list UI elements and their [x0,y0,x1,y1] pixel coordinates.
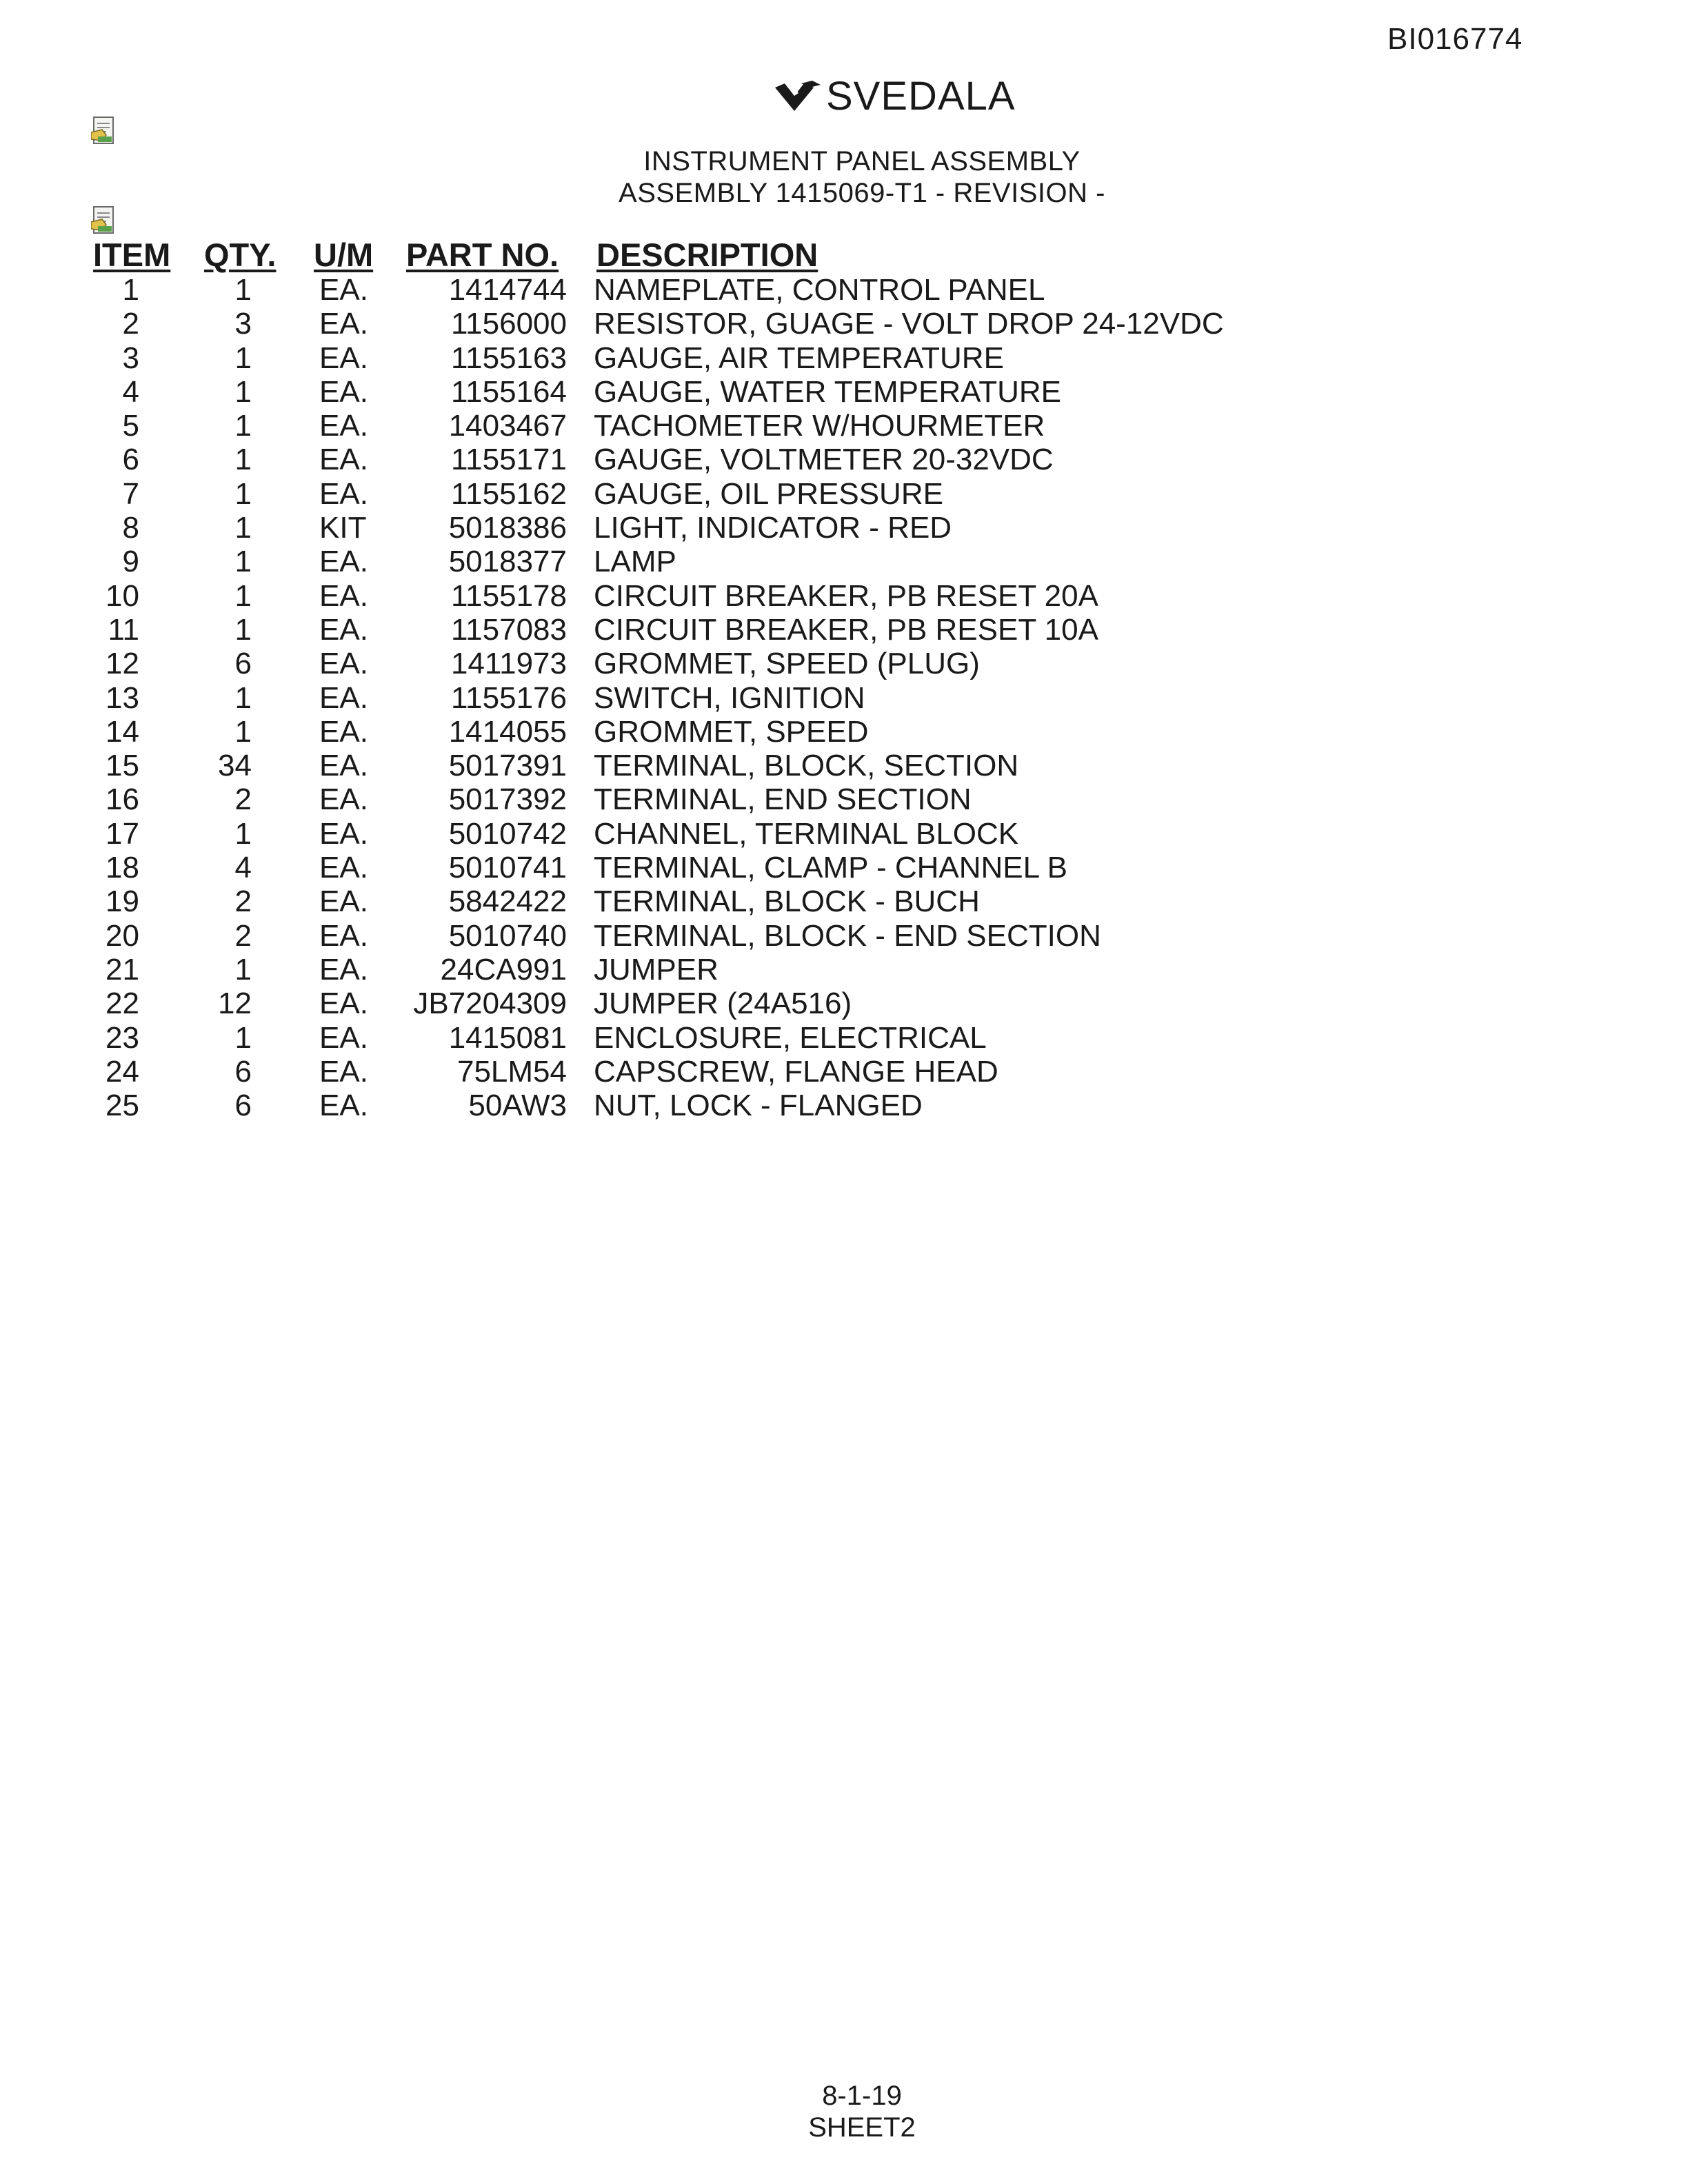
item-description: GAUGE, VOLTMETER 20-32VDC [594,443,1054,477]
header-description: DESCRIPTION [596,236,818,273]
logo-text: SVEDALA [826,74,1016,119]
item-um: EA. [319,816,368,851]
item-um: EA. [319,714,368,749]
item-qty: 1 [234,409,252,443]
item-description: CIRCUIT BREAKER, PB RESET 20A [594,578,1098,613]
item-description: TERMINAL, BLOCK - END SECTION [594,918,1101,953]
item-um: EA. [319,680,368,715]
item-number: 4 [122,374,139,409]
table-row [0,375,1688,409]
item-um: EA. [319,851,368,885]
item-part-no: 1156000 [450,307,567,341]
item-part-no: 1157083 [450,612,567,647]
item-qty: 12 [218,987,252,1021]
item-number: 5 [122,409,139,443]
item-number: 14 [106,714,139,749]
item-number: 24 [106,1054,139,1089]
item-number: 8 [122,511,139,545]
table-row [0,749,1688,782]
item-um: EA. [319,612,368,647]
header-qty: QTY. [204,236,277,273]
item-qty: 2 [234,884,252,919]
item-description: CAPSCREW, FLANGE HEAD [594,1054,998,1089]
assembly-title: INSTRUMENT PANEL ASSEMBLY [643,146,1081,176]
item-part-no: 5010741 [448,851,567,885]
item-part-no: 75LM54 [456,1054,567,1089]
item-part-no: 50AW3 [468,1089,567,1123]
item-qty: 1 [234,612,252,647]
item-qty: 6 [234,1089,252,1123]
item-qty: 6 [234,1054,252,1089]
item-description: NAMEPLATE, CONTROL PANEL [594,273,1045,307]
item-qty: 1 [234,816,252,851]
item-number: 16 [106,782,139,817]
item-part-no: 5018377 [448,545,567,579]
table-row [0,545,1688,578]
item-um: EA. [319,918,368,953]
item-qty: 1 [234,578,252,613]
item-qty: 6 [234,647,252,681]
item-qty: 1 [234,374,252,409]
item-description: SWITCH, IGNITION [594,680,865,715]
item-qty: 2 [234,782,252,817]
item-description: CIRCUIT BREAKER, PB RESET 10A [594,612,1098,647]
item-um: EA. [319,987,368,1021]
item-number: 25 [106,1089,139,1123]
footer-sheet: SHEET2 [808,2112,916,2143]
item-um: EA. [319,1020,368,1055]
item-part-no: 24CA991 [440,952,567,987]
table-row [0,919,1688,953]
assembly-subtitle: ASSEMBLY 1415069-T1 - REVISION - [619,178,1105,208]
svedala-logo [774,76,1016,117]
item-part-no: JB7204309 [413,987,567,1021]
item-description: GROMMET, SPEED [594,714,869,749]
item-um: EA. [319,1054,368,1089]
parts-list [0,273,1688,1122]
table-row [0,884,1688,918]
item-number: 10 [106,578,139,613]
item-description: GAUGE, AIR TEMPERATURE [594,341,1004,375]
document-icon[interactable] [91,116,117,146]
item-qty: 1 [234,545,252,579]
item-qty: 34 [218,749,252,783]
item-qty: 1 [234,273,252,307]
item-qty: 2 [234,918,252,953]
item-um: EA. [319,578,368,613]
item-description: GROMMET, SPEED (PLUG) [594,647,980,681]
table-row [0,715,1688,749]
table-row [0,579,1688,613]
item-number: 20 [106,918,139,953]
table-row [0,647,1688,680]
item-part-no: 1414055 [448,714,567,749]
item-part-no: 1403467 [448,409,567,443]
item-um: EA. [319,307,368,341]
item-um: EA. [319,273,368,307]
item-description: JUMPER [594,952,719,987]
item-um: EA. [319,647,368,681]
item-part-no: 5017392 [448,782,567,817]
item-description: LAMP [594,545,676,579]
item-number: 21 [106,952,139,987]
item-description: GAUGE, OIL PRESSURE [594,476,943,511]
item-um: EA. [319,476,368,511]
item-description: LIGHT, INDICATOR - RED [594,511,952,545]
table-row [0,817,1688,851]
document-icon[interactable] [91,205,117,236]
item-number: 19 [106,884,139,919]
svedala-logo-icon [774,79,822,114]
item-um: EA. [319,749,368,783]
item-qty: 3 [234,307,252,341]
header-part-no: PART NO. [406,236,559,273]
item-number: 2 [122,307,139,341]
item-number: 1 [122,273,139,307]
item-number: 7 [122,476,139,511]
item-description: TERMINAL, BLOCK, SECTION [594,749,1019,783]
item-part-no: 1155162 [450,476,567,511]
document-id: BI016774 [1387,22,1523,56]
item-part-no: 1155171 [450,443,567,477]
table-row [0,511,1688,545]
item-qty: 1 [234,341,252,375]
item-number: 11 [108,612,139,647]
item-number: 3 [122,341,139,375]
item-description: CHANNEL, TERMINAL BLOCK [594,816,1019,851]
table-row [0,953,1688,987]
table-row [0,477,1688,511]
item-qty: 1 [234,680,252,715]
table-row [0,1021,1688,1055]
item-description: NUT, LOCK - FLANGED [594,1089,923,1123]
item-description: TERMINAL, CLAMP - CHANNEL B [594,851,1068,885]
table-row [0,681,1688,715]
item-qty: 1 [234,476,252,511]
item-part-no: 5010740 [448,918,567,953]
item-number: 13 [106,680,139,715]
item-number: 9 [122,545,139,579]
item-description: JUMPER (24A516) [594,987,852,1021]
item-part-no: 1155164 [450,374,567,409]
item-um: EA. [319,374,368,409]
item-number: 15 [106,749,139,783]
item-um: EA. [319,884,368,919]
item-qty: 1 [234,714,252,749]
table-row [0,341,1688,375]
item-description: GAUGE, WATER TEMPERATURE [594,374,1061,409]
item-qty: 1 [234,952,252,987]
item-number: 18 [106,851,139,885]
item-part-no: 1155163 [450,341,567,375]
table-row [0,1089,1688,1122]
item-number: 12 [106,647,139,681]
item-um: EA. [319,341,368,375]
item-qty: 4 [234,851,252,885]
table-row [0,782,1688,816]
table-row [0,851,1688,884]
item-um: EA. [319,1089,368,1123]
item-number: 23 [106,1020,139,1055]
item-qty: 1 [234,511,252,545]
header-um: U/M [314,236,374,273]
item-description: TACHOMETER W/HOURMETER [594,409,1045,443]
item-um: EA. [319,952,368,987]
footer-date: 8-1-19 [822,2081,902,2111]
table-row [0,409,1688,443]
item-um: EA. [319,443,368,477]
item-number: 17 [106,816,139,851]
item-part-no: 5010742 [448,816,567,851]
item-number: 22 [106,987,139,1021]
item-part-no: 1415081 [448,1020,567,1055]
item-part-no: 5017391 [448,749,567,783]
item-part-no: 1414744 [448,273,567,307]
item-um: KIT [319,511,367,545]
item-part-no: 1155178 [450,578,567,613]
table-row [0,987,1688,1020]
table-row [0,307,1688,341]
item-part-no: 1155176 [450,680,567,715]
table-row [0,443,1688,476]
item-description: TERMINAL, BLOCK - BUCH [594,884,980,919]
table-row [0,273,1688,307]
item-number: 6 [122,443,139,477]
table-row [0,613,1688,647]
item-um: EA. [319,545,368,579]
item-part-no: 5018386 [448,511,567,545]
item-um: EA. [319,782,368,817]
table-row [0,1055,1688,1089]
item-um: EA. [319,409,368,443]
item-part-no: 5842422 [448,884,567,919]
item-description: RESISTOR, GUAGE - VOLT DROP 24-12VDC [594,307,1224,341]
item-description: TERMINAL, END SECTION [594,782,972,817]
item-qty: 1 [234,1020,252,1055]
header-item: ITEM [93,236,171,273]
item-qty: 1 [234,443,252,477]
item-part-no: 1411973 [450,647,567,681]
item-description: ENCLOSURE, ELECTRICAL [594,1020,987,1055]
